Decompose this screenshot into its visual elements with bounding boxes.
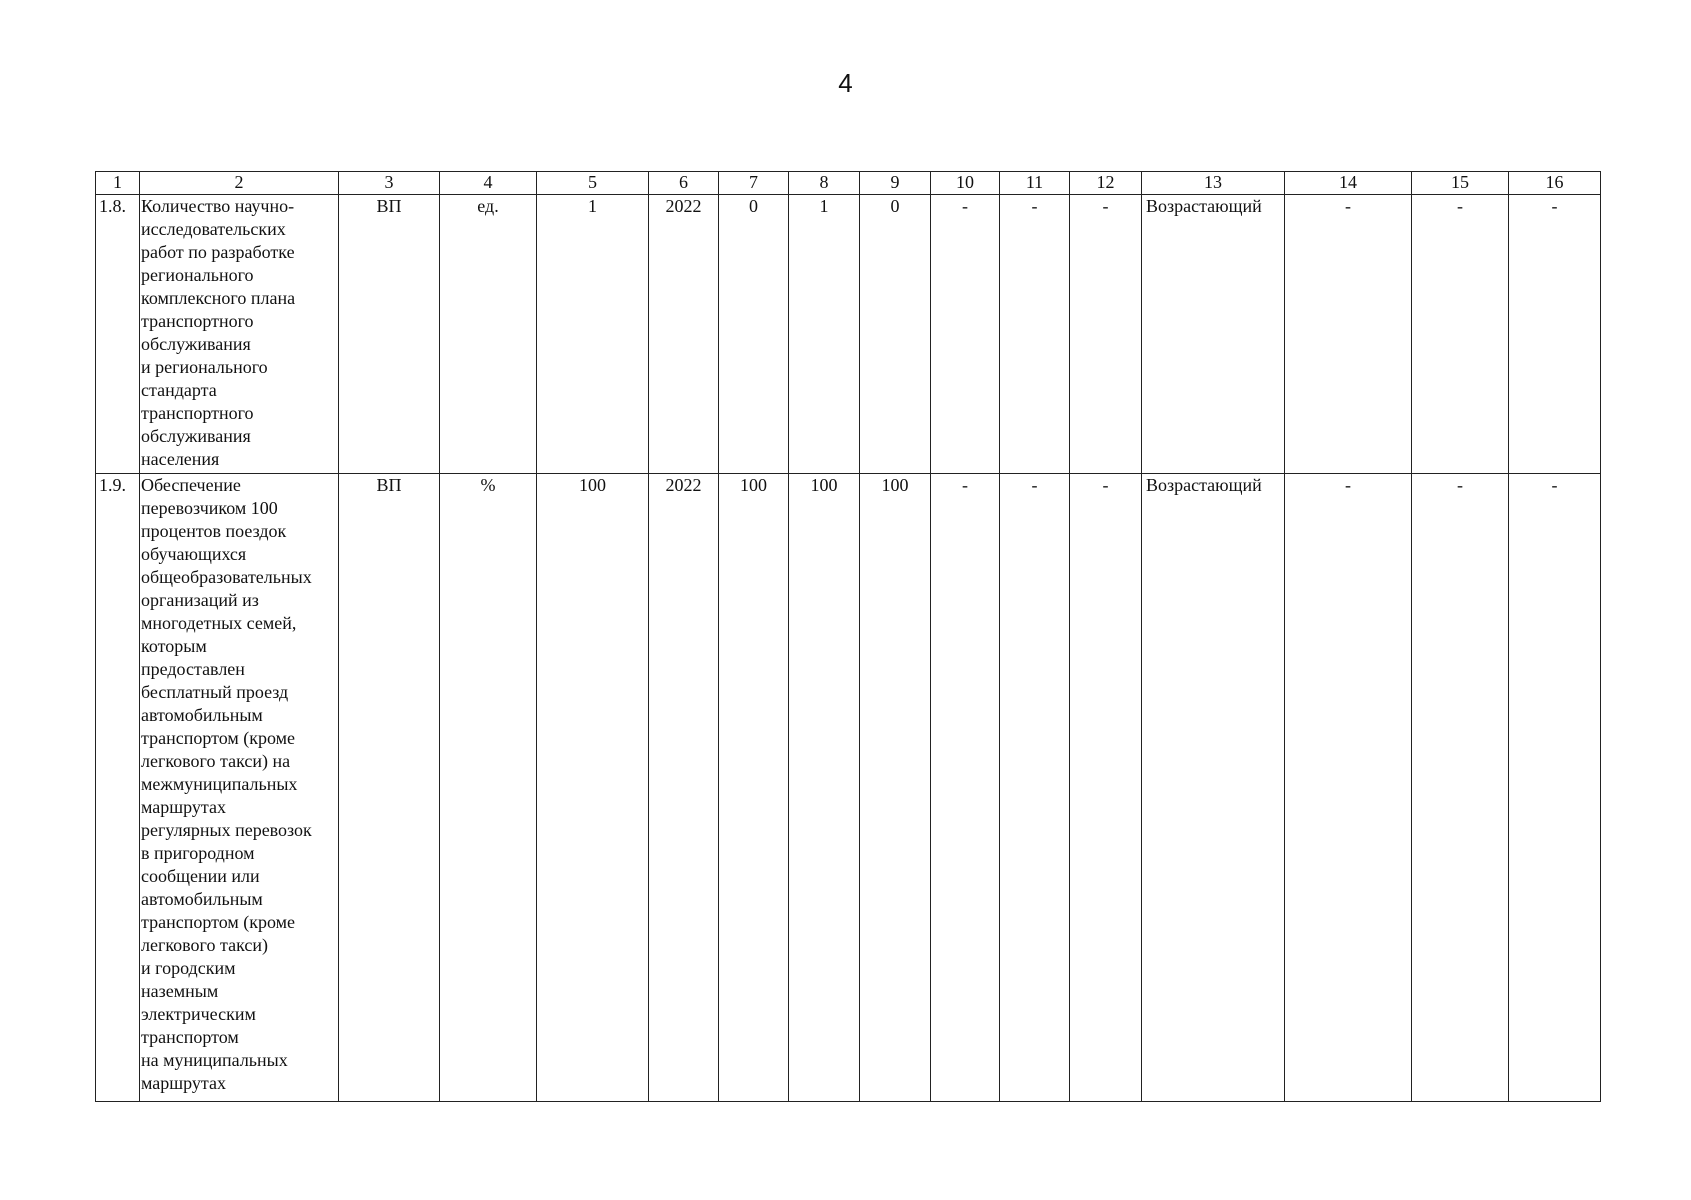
column-header: 15 <box>1412 172 1509 195</box>
column-header: 3 <box>339 172 440 195</box>
page-number: 4 <box>838 68 853 98</box>
table-cell: 2022 <box>649 195 719 474</box>
trend-cell: Возрастающий <box>1142 195 1285 474</box>
column-header: 11 <box>1000 172 1070 195</box>
table-cell: - <box>931 474 1000 1102</box>
table-cell: 1 <box>537 195 649 474</box>
table-cell: ед. <box>440 195 537 474</box>
indicators-table <box>95 171 1601 1102</box>
column-header: 4 <box>440 172 537 195</box>
row-number: 1.9. <box>96 474 140 1102</box>
table-cell: 100 <box>789 474 860 1102</box>
table-cell: - <box>1070 195 1142 474</box>
table-cell: ВП <box>339 474 440 1102</box>
table-cell: 100 <box>860 474 931 1102</box>
table-row <box>96 474 1601 1102</box>
row-number: 1.8. <box>96 195 140 474</box>
table-cell: - <box>1285 195 1412 474</box>
column-header: 12 <box>1070 172 1142 195</box>
table-cell: 0 <box>719 195 789 474</box>
column-number-row <box>96 172 1601 195</box>
column-header: 5 <box>537 172 649 195</box>
table-cell: ВП <box>339 195 440 474</box>
column-header: 10 <box>931 172 1000 195</box>
column-header: 16 <box>1509 172 1601 195</box>
table-cell: - <box>1412 195 1509 474</box>
table-cell: 0 <box>860 195 931 474</box>
column-header: 9 <box>860 172 931 195</box>
table-cell: 2022 <box>649 474 719 1102</box>
table-row <box>96 195 1601 474</box>
column-header: 14 <box>1285 172 1412 195</box>
trend-cell: Возрастающий <box>1142 474 1285 1102</box>
table-cell: - <box>1509 474 1601 1102</box>
table-cell: - <box>1000 474 1070 1102</box>
column-header: 7 <box>719 172 789 195</box>
table-cell: - <box>1285 474 1412 1102</box>
table-cell: 100 <box>537 474 649 1102</box>
table-cell: - <box>1412 474 1509 1102</box>
column-header: 8 <box>789 172 860 195</box>
table-cell: - <box>1000 195 1070 474</box>
table-cell: - <box>931 195 1000 474</box>
column-header: 2 <box>140 172 339 195</box>
column-header: 6 <box>649 172 719 195</box>
column-header: 1 <box>96 172 140 195</box>
indicator-name: Количество научно- исследовательских работ по разработке регионального комплексного плана транспортного обслуживания и регионального стандарта транспортного обслуживания населения <box>140 195 339 474</box>
table-cell: 100 <box>719 474 789 1102</box>
table-cell: - <box>1070 474 1142 1102</box>
table-cell: % <box>440 474 537 1102</box>
column-header: 13 <box>1142 172 1285 195</box>
table-cell: 1 <box>789 195 860 474</box>
table-cell: - <box>1509 195 1601 474</box>
indicator-name: Обеспечение перевозчиком 100 процентов поездок обучающихся общеобразовательных организаций из многодетных семей, которым предоставлен бесплатный проезд автомобильным транспортом (кроме легкового такси) на межмуниципальных маршрутах регулярных перевозок в пригородном сообщении или автомобильным транспортом (кроме легкового такси) и городским наземным электрическим транспортом на муниципальных маршрутах <box>140 474 339 1102</box>
